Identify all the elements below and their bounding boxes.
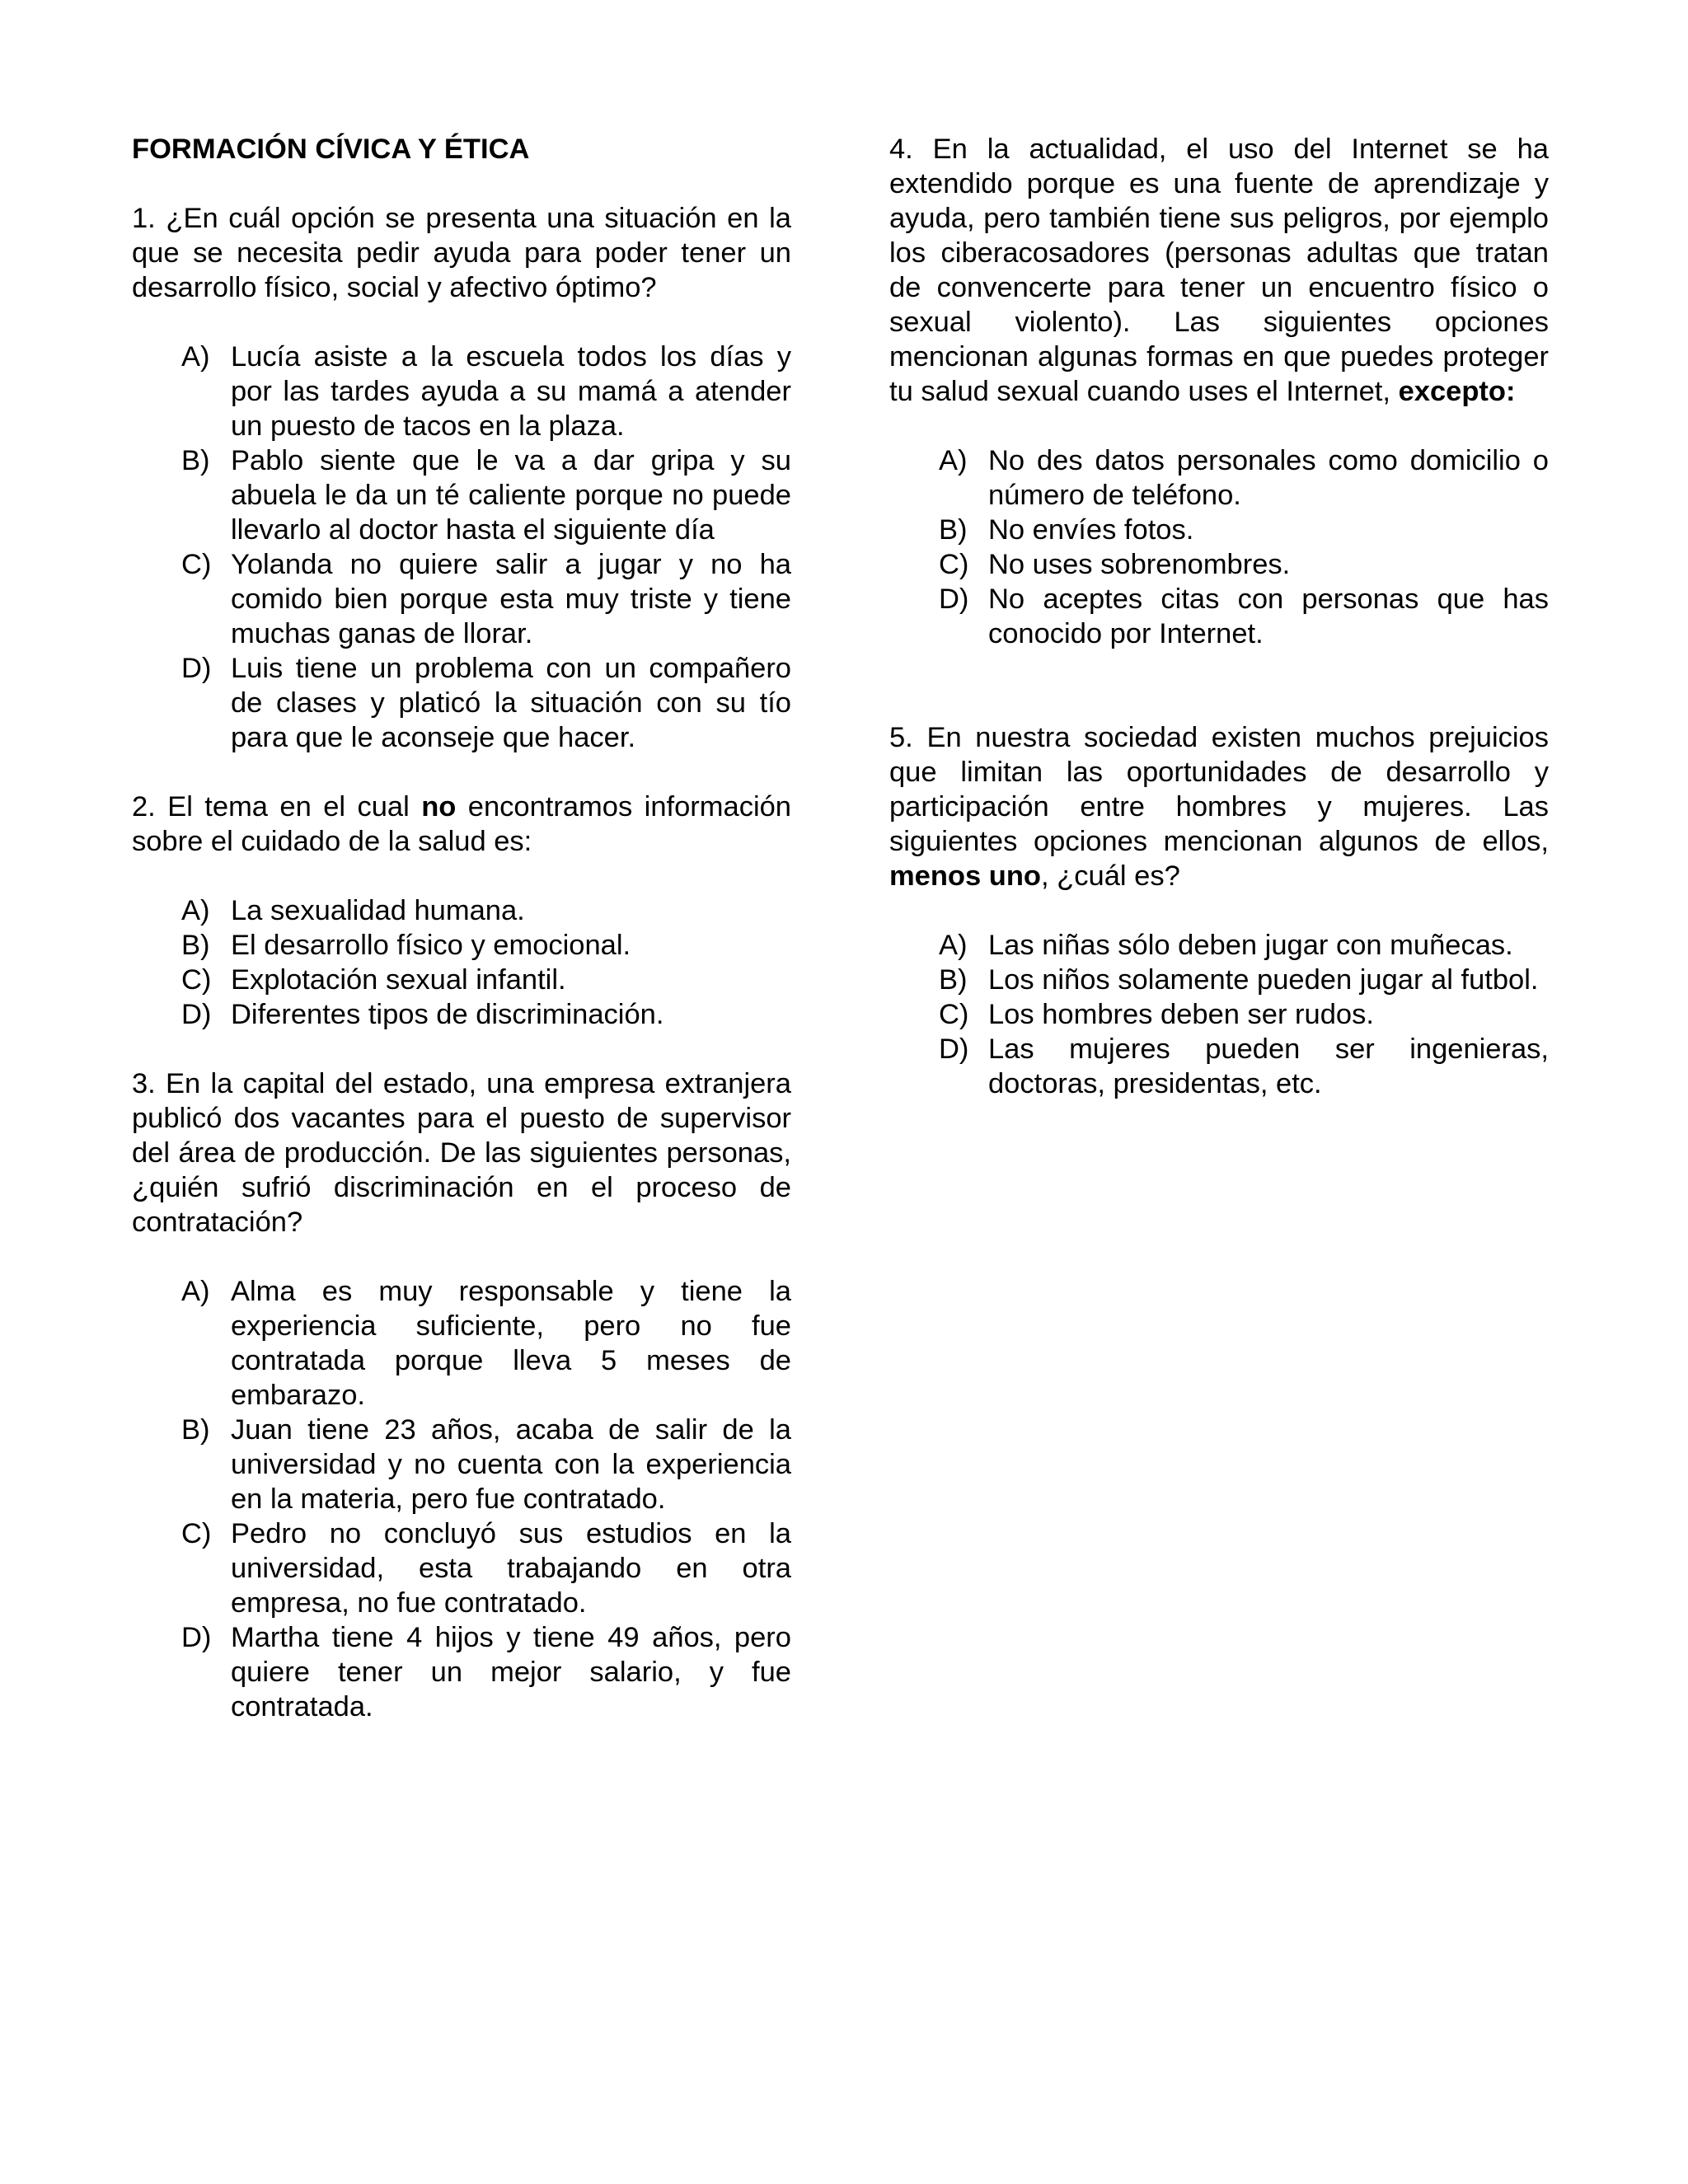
option-letter: A) [939,445,968,476]
right-column [889,132,1549,1136]
spacer [889,686,1549,720]
option-letter: A) [939,930,968,961]
question-3 [132,1066,791,1724]
question-4-emphasis: excepto: [1398,376,1516,407]
option-text: Los niños solamente pueden jugar al futbol. [988,964,1539,996]
option-letter: B) [181,930,210,961]
option-text: La sexualidad humana. [231,895,525,926]
option-text: Juan tiene 23 años, acaba de salir de la universidad y no cuenta con la experiencia en la materia, pero fue contratado. [231,1414,791,1515]
option-letter: D) [939,583,969,615]
option-letter: C) [181,964,212,996]
question-2 [132,790,791,1032]
option-letter: B) [939,964,968,996]
option-letter: D) [181,999,212,1030]
question-1-option-a[interactable] [132,340,791,443]
option-letter: A) [181,1276,210,1307]
question-1-option-d[interactable] [132,651,791,755]
question-2-option-a[interactable] [132,893,791,928]
question-1-option-b[interactable] [132,443,791,547]
question-5-option-d[interactable] [889,1032,1549,1101]
question-3-option-c[interactable] [132,1516,791,1620]
option-text: No des datos personales como domicilio o número de teléfono. [988,445,1549,511]
option-letter: D) [939,1033,969,1065]
question-4-option-d[interactable] [889,582,1549,651]
question-2-option-d[interactable] [132,997,791,1032]
option-text: Diferentes tipos de discriminación. [231,999,664,1030]
option-letter: B) [181,1414,210,1446]
question-1 [132,201,791,755]
question-2-text [132,790,791,859]
question-5-option-b[interactable] [889,963,1549,997]
question-5-text-after: , ¿cuál es? [1041,860,1180,892]
option-text: Martha tiene 4 hijos y tiene 49 años, pero quiere tener un mejor salario, y fue contratada. [231,1622,791,1722]
option-text: Las niñas sólo deben jugar con muñecas. [988,930,1513,961]
left-column [132,132,791,1759]
question-3-options [132,1274,791,1724]
option-text: Pablo siente que le va a dar gripa y su abuela le da un té caliente porque no puede llevarlo al doctor hasta el siguiente día [231,445,791,546]
question-3-text: 3. En la capital del estado, una empresa extranjera publicó dos vacantes para el puesto de supervisor del área de producción. De las siguientes personas, ¿quién sufrió discriminación en el proceso de contratación? [132,1068,791,1238]
option-letter: D) [181,1622,212,1653]
option-letter: C) [181,549,212,580]
question-4-options [889,443,1549,651]
option-letter: D) [181,653,212,684]
question-2-option-b[interactable] [132,928,791,963]
question-2-text-after: encontramos información sobre el cuidado de la salud es: [132,791,791,857]
option-letter: C) [939,999,969,1030]
option-letter: A) [181,341,210,373]
question-5-text [889,720,1549,893]
option-letter: A) [181,895,210,926]
question-4-option-a[interactable] [889,443,1549,513]
question-4-option-b[interactable] [889,513,1549,547]
option-text: Alma es muy responsable y tiene la experiencia suficiente, pero no fue contratada porque lleva 5 meses de embarazo. [231,1276,791,1411]
question-5 [889,720,1549,1101]
question-1-option-c[interactable] [132,547,791,651]
question-3-option-b[interactable] [132,1413,791,1516]
question-2-text-before: 2. El tema en el cual [132,791,422,823]
option-text: Yolanda no quiere salir a jugar y no ha comido bien porque esta muy triste y tiene muchas ganas de llorar. [231,549,791,649]
question-5-emphasis: menos uno [889,860,1042,892]
question-1-options [132,340,791,755]
option-text: Explotación sexual infantil. [231,964,566,996]
question-4-text [889,132,1549,409]
option-text: Pedro no concluyó sus estudios en la universidad, esta trabajando en otra empresa, no fue contratado. [231,1518,791,1619]
option-text: No aceptes citas con personas que has conocido por Internet. [988,583,1549,649]
option-letter: B) [939,514,968,546]
question-2-options [132,893,791,1032]
option-text: No uses sobrenombres. [988,549,1291,580]
question-4-option-c[interactable] [889,547,1549,582]
option-text: El desarrollo físico y emocional. [231,930,631,961]
question-4-text-before: 4. En la actualidad, el uso del Internet se ha extendido porque es una fuente de aprendizaje y ayuda, pero también tiene sus peligros, por ejemplo los ciberacosadores (personas adultas que tratan de convencerte para tener un encuentro físico o sexual violento). Las siguientes opciones mencionan algunas formas en que puedes proteger tu salud sexual cuando uses el Internet, [889,134,1549,407]
question-2-option-c[interactable] [132,963,791,997]
option-text: Las mujeres pueden ser ingenieras, doctoras, presidentas, etc. [988,1033,1549,1099]
question-2-emphasis: no [421,791,457,823]
question-5-text-before: 5. En nuestra sociedad existen muchos prejuicios que limitan las oportunidades de desarrollo y participación entre hombres y mujeres. Las siguientes opciones mencionan algunos de ellos, [889,722,1549,857]
question-5-options [889,928,1549,1101]
question-5-option-c[interactable] [889,997,1549,1032]
option-letter: B) [181,445,210,476]
question-3-option-d[interactable] [132,1620,791,1724]
question-1-text: 1. ¿En cuál opción se presenta una situación en la que se necesita pedir ayuda para poder tener un desarrollo físico, social y afectivo óptimo? [132,203,791,303]
option-letter: C) [939,549,969,580]
option-text: Lucía asiste a la escuela todos los días y por las tardes ayuda a su mamá a atender un puesto de tacos en la plaza. [231,341,791,442]
document-title: FORMACIÓN CÍVICA Y ÉTICA [132,134,530,165]
question-4 [889,132,1549,720]
question-5-option-a[interactable] [889,928,1549,963]
question-3-option-a[interactable] [132,1274,791,1413]
option-text: Luis tiene un problema con un compañero de clases y platicó la situación con su tío para que le aconseje que hacer. [231,653,791,753]
option-text: No envíes fotos. [988,514,1194,546]
option-letter: C) [181,1518,212,1549]
option-text: Los hombres deben ser rudos. [988,999,1374,1030]
